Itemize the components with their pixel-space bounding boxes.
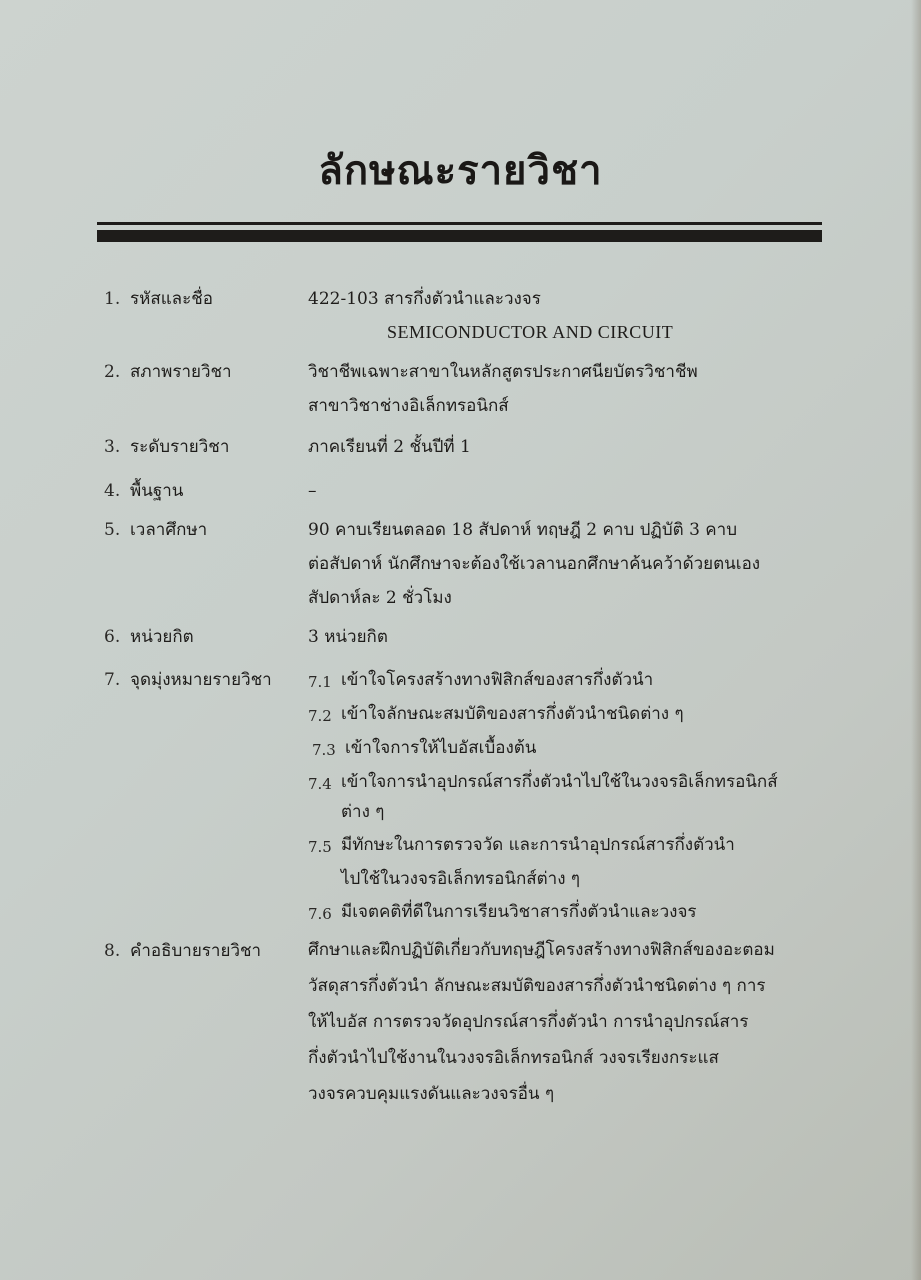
study-time-line-3: สัปดาห์ละ 2 ชั่วโมง	[308, 588, 452, 608]
objective-number: 7.3	[312, 741, 336, 759]
item-3-label: ระดับรายวิชา	[130, 437, 230, 457]
objective-number: 7.6	[308, 905, 332, 923]
description-line: วงจรควบคุมแรงดันและวงจรอื่น ๆ	[308, 1084, 555, 1104]
item-8-label: คำอธิบายรายวิชา	[130, 941, 262, 961]
course-status-line-1: วิชาชีพเฉพาะสาขาในหลักสูตรประกาศนียบัตรวิชาชีพ	[308, 362, 698, 382]
objective-text: เข้าใจโครงสร้างทางฟิสิกส์ของสารกึ่งตัวนำ	[341, 670, 654, 690]
title-rule-thin	[97, 222, 822, 225]
objective-text: เข้าใจลักษณะสมบัติของสารกึ่งตัวนำชนิดต่าง ๆ	[341, 704, 684, 724]
course-name-english: SEMICONDUCTOR AND CIRCUIT	[387, 322, 674, 342]
item-2-label: สภาพรายวิชา	[130, 362, 232, 382]
study-time-line-1: 90 คาบเรียนตลอด 18 สัปดาห์ ทฤษฎี 2 คาบ ปฏิบัติ 3 คาบ	[308, 520, 738, 540]
objective-text: เข้าใจการให้ไบอัสเบื้องต้น	[345, 738, 537, 758]
objective-text: มีเจตคติที่ดีในการเรียนวิชาสารกึ่งตัวนำและวงจร	[341, 902, 697, 922]
item-7-label: จุดมุ่งหมายรายวิชา	[130, 670, 272, 690]
item-3-number: 3.	[104, 437, 121, 457]
description-line: ให้ไบอัส การตรวจวัดอุปกรณ์สารกึ่งตัวนำ การนำอุปกรณ์สาร	[308, 1012, 749, 1032]
course-status-line-2: สาขาวิชาช่างอิเล็กทรอนิกส์	[308, 396, 509, 416]
item-4-number: 4.	[104, 481, 121, 501]
item-1-number: 1.	[104, 289, 121, 309]
item-5-number: 5.	[104, 520, 121, 540]
course-level-value: ภาคเรียนที่ 2 ชั้นปีที่ 1	[308, 437, 471, 457]
objective-text: มีทักษะในการตรวจวัด และการนำอุปกรณ์สารกึ่งตัวนำ	[341, 835, 735, 855]
credits-value: 3 หน่วยกิต	[308, 627, 388, 647]
item-6-label: หน่วยกิต	[130, 627, 194, 647]
course-description	[308, 932, 828, 1112]
item-6-number: 6.	[104, 627, 121, 647]
title-rule-thick	[97, 230, 822, 242]
page-title: ลักษณะรายวิชา	[318, 148, 603, 194]
description-line: วัสดุสารกึ่งตัวนำ ลักษณะสมบัติของสารกึ่งตัวนำชนิดต่าง ๆ การ	[308, 976, 766, 996]
item-2-number: 2.	[104, 362, 121, 382]
objective-text-continued: ต่าง ๆ	[341, 802, 385, 822]
objective-text-continued: ไปใช้ในวงจรอิเล็กทรอนิกส์ต่าง ๆ	[341, 869, 581, 889]
objective-number: 7.4	[308, 775, 332, 793]
item-1-label: รหัสและชื่อ	[130, 289, 213, 309]
item-8-number: 8.	[104, 941, 121, 961]
course-code-name: 422-103 สารกึ่งตัวนำและวงจร	[308, 289, 541, 309]
study-time-line-2: ต่อสัปดาห์ นักศึกษาจะต้องใช้เวลานอกศึกษาค้นคว้าด้วยตนเอง	[308, 554, 761, 574]
item-7-number: 7.	[104, 670, 121, 690]
description-line: ศึกษาและฝึกปฏิบัติเกี่ยวกับทฤษฎีโครงสร้างทางฟิสิกส์ของอะตอม	[308, 940, 775, 960]
description-line: กึ่งตัวนำไปใช้งานในวงจรอิเล็กทรอนิกส์ วงจรเรียงกระแส	[308, 1048, 719, 1068]
item-4-label: พื้นฐาน	[130, 481, 184, 501]
objective-number: 7.1	[308, 673, 332, 691]
objective-text: เข้าใจการนำอุปกรณ์สารกึ่งตัวนำไปใช้ในวงจรอิเล็กทรอนิกส์	[341, 772, 778, 792]
item-5-label: เวลาศึกษา	[130, 520, 208, 540]
objective-number: 7.2	[308, 707, 332, 725]
prerequisite-value: –	[308, 481, 317, 501]
objective-number: 7.5	[308, 838, 332, 856]
